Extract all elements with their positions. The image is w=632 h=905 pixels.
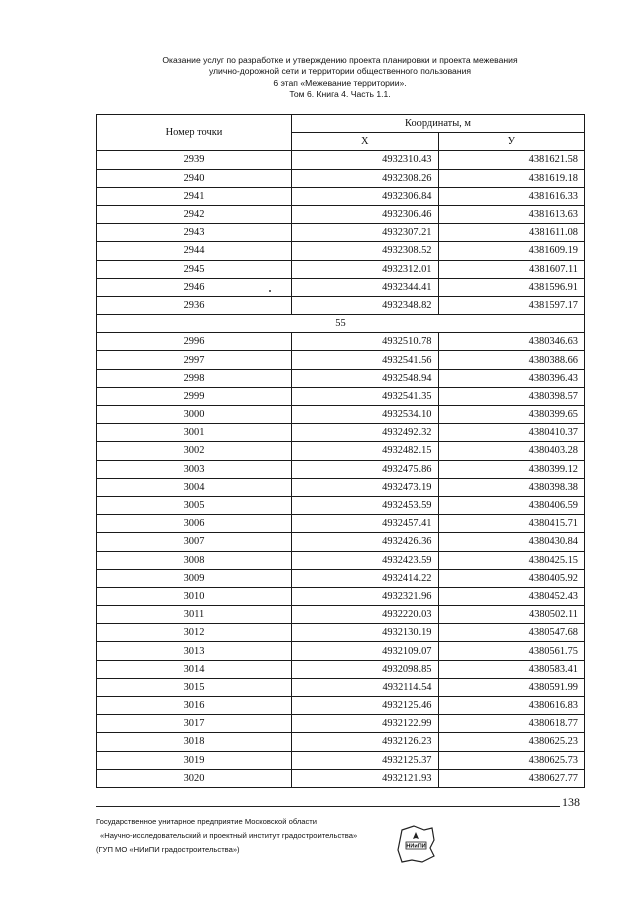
- x-coordinate-cell: 4932510.78: [292, 333, 439, 351]
- point-number-cell: 3006: [97, 515, 292, 533]
- x-coordinate-cell: 4932344.41: [292, 278, 439, 296]
- y-coordinate-cell: 4380399.12: [438, 460, 585, 478]
- point-number-cell: 3016: [97, 697, 292, 715]
- y-coordinate-cell: 4380430.84: [438, 533, 585, 551]
- point-number-cell: 3014: [97, 660, 292, 678]
- point-number-cell: 2945: [97, 260, 292, 278]
- x-coordinate-cell: 4932348.82: [292, 296, 439, 314]
- y-coordinate-cell: 4381597.17: [438, 296, 585, 314]
- table-row: [97, 278, 585, 296]
- table-row: [97, 751, 585, 769]
- y-coordinate-cell: 4381621.58: [438, 151, 585, 169]
- table-row: [97, 715, 585, 733]
- y-coordinate-cell: 4380388.66: [438, 351, 585, 369]
- table-row: [97, 187, 585, 205]
- x-coordinate-cell: 4932121.93: [292, 769, 439, 787]
- table-body-group-2: [97, 333, 585, 788]
- table-row: [97, 387, 585, 405]
- x-coordinate-cell: 4932423.59: [292, 551, 439, 569]
- scan-speck: [269, 290, 271, 292]
- table-row: [97, 151, 585, 169]
- table-row: [97, 678, 585, 696]
- y-coordinate-cell: 4381611.08: [438, 224, 585, 242]
- column-header-point-number: Номер точки: [97, 115, 292, 151]
- table-row: [97, 587, 585, 605]
- footer-line-3: (ГУП МО «НИиПИ градостроительства»): [96, 845, 240, 854]
- table-row: [97, 697, 585, 715]
- y-coordinate-cell: 4381607.11: [438, 260, 585, 278]
- y-coordinate-cell: 4380346.63: [438, 333, 585, 351]
- x-coordinate-cell: 4932453.59: [292, 496, 439, 514]
- table-row: [97, 551, 585, 569]
- header-line-2: улично-дорожной сети и территории общественного пользования: [208, 66, 472, 77]
- table-row: [97, 733, 585, 751]
- y-coordinate-cell: 4380625.23: [438, 733, 585, 751]
- point-number-cell: 3009: [97, 569, 292, 587]
- point-number-cell: 2943: [97, 224, 292, 242]
- y-coordinate-cell: 4380398.57: [438, 387, 585, 405]
- point-number-cell: 2946: [97, 278, 292, 296]
- x-coordinate-cell: 4932114.54: [292, 678, 439, 696]
- document-header: [80, 55, 600, 101]
- y-coordinate-cell: 4380405.92: [438, 569, 585, 587]
- section-row-group: [97, 315, 585, 333]
- table-row: [97, 424, 585, 442]
- table-row: [97, 242, 585, 260]
- y-coordinate-cell: 4380398.38: [438, 478, 585, 496]
- y-coordinate-cell: 4381609.19: [438, 242, 585, 260]
- institute-logo-icon: [394, 822, 438, 866]
- point-number-cell: 3018: [97, 733, 292, 751]
- table-row: [97, 169, 585, 187]
- point-number-cell: 2996: [97, 333, 292, 351]
- table-row: [97, 496, 585, 514]
- point-number-cell: 3008: [97, 551, 292, 569]
- x-coordinate-cell: 4932310.43: [292, 151, 439, 169]
- x-coordinate-cell: 4932548.94: [292, 369, 439, 387]
- point-number-cell: 2997: [97, 351, 292, 369]
- point-number-cell: 3020: [97, 769, 292, 787]
- y-coordinate-cell: 4380452.43: [438, 587, 585, 605]
- point-number-cell: 2936: [97, 296, 292, 314]
- x-coordinate-cell: 4932308.52: [292, 242, 439, 260]
- table-row: [97, 224, 585, 242]
- section-row: [97, 315, 585, 333]
- y-coordinate-cell: 4381613.63: [438, 205, 585, 223]
- y-coordinate-cell: 4380415.71: [438, 515, 585, 533]
- x-coordinate-cell: 4932306.46: [292, 205, 439, 223]
- y-coordinate-cell: 4380618.77: [438, 715, 585, 733]
- y-coordinate-cell: 4380399.65: [438, 406, 585, 424]
- x-coordinate-cell: 4932126.23: [292, 733, 439, 751]
- table-row: [97, 624, 585, 642]
- x-coordinate-cell: 4932122.99: [292, 715, 439, 733]
- y-coordinate-cell: 4380627.77: [438, 769, 585, 787]
- document-footer: [96, 815, 357, 857]
- point-number-cell: 2939: [97, 151, 292, 169]
- x-coordinate-cell: 4932308.26: [292, 169, 439, 187]
- x-coordinate-cell: 4932098.85: [292, 660, 439, 678]
- point-number-cell: 2944: [97, 242, 292, 260]
- point-number-cell: 2940: [97, 169, 292, 187]
- logo-text: НИиПИ: [406, 843, 426, 850]
- point-number-cell: 3003: [97, 460, 292, 478]
- table-row: [97, 205, 585, 223]
- y-coordinate-cell: 4380547.68: [438, 624, 585, 642]
- x-coordinate-cell: 4932534.10: [292, 406, 439, 424]
- y-coordinate-cell: 4380502.11: [438, 606, 585, 624]
- point-number-cell: 3015: [97, 678, 292, 696]
- table-row: [97, 333, 585, 351]
- point-number-cell: 3017: [97, 715, 292, 733]
- y-coordinate-cell: 4380410.37: [438, 424, 585, 442]
- y-coordinate-cell: 4381616.33: [438, 187, 585, 205]
- y-coordinate-cell: 4380406.59: [438, 496, 585, 514]
- table-row: [97, 351, 585, 369]
- x-coordinate-cell: 4932541.56: [292, 351, 439, 369]
- x-coordinate-cell: 4932130.19: [292, 624, 439, 642]
- page-number: 138: [562, 795, 580, 809]
- point-number-cell: 3002: [97, 442, 292, 460]
- x-coordinate-cell: 4932125.46: [292, 697, 439, 715]
- point-number-cell: 3010: [97, 587, 292, 605]
- x-coordinate-cell: 4932312.01: [292, 260, 439, 278]
- header-line-4: Том 6. Книга 4. Часть 1.1.: [289, 89, 391, 100]
- column-header-coordinates: Координаты, м: [292, 115, 585, 133]
- table-row: [97, 606, 585, 624]
- y-coordinate-cell: 4380425.15: [438, 551, 585, 569]
- y-coordinate-cell: 4380616.83: [438, 697, 585, 715]
- x-coordinate-cell: 4932109.07: [292, 642, 439, 660]
- table-row: [97, 442, 585, 460]
- x-coordinate-cell: 4932321.96: [292, 587, 439, 605]
- x-coordinate-cell: 4932541.35: [292, 387, 439, 405]
- x-coordinate-cell: 4932220.03: [292, 606, 439, 624]
- point-number-cell: 2999: [97, 387, 292, 405]
- x-coordinate-cell: 4932457.41: [292, 515, 439, 533]
- point-number-cell: 3001: [97, 424, 292, 442]
- y-coordinate-cell: 4381619.18: [438, 169, 585, 187]
- y-coordinate-cell: 4380561.75: [438, 642, 585, 660]
- table-body-group-1: [97, 151, 585, 315]
- point-number-cell: 3011: [97, 606, 292, 624]
- section-label: 55: [97, 315, 585, 333]
- y-coordinate-cell: 4381596.91: [438, 278, 585, 296]
- table-row: [97, 515, 585, 533]
- table-row: [97, 569, 585, 587]
- table-row: [97, 533, 585, 551]
- table-row: [97, 460, 585, 478]
- point-number-cell: 3005: [97, 496, 292, 514]
- x-coordinate-cell: 4932473.19: [292, 478, 439, 496]
- table-row: [97, 296, 585, 314]
- x-coordinate-cell: 4932426.36: [292, 533, 439, 551]
- column-header-x: X: [292, 133, 439, 151]
- y-coordinate-cell: 4380583.41: [438, 660, 585, 678]
- coordinates-table: [96, 114, 585, 788]
- point-number-cell: 3004: [97, 478, 292, 496]
- y-coordinate-cell: 4380396.43: [438, 369, 585, 387]
- x-coordinate-cell: 4932475.86: [292, 460, 439, 478]
- x-coordinate-cell: 4932414.22: [292, 569, 439, 587]
- table-row: [97, 369, 585, 387]
- x-coordinate-cell: 4932492.32: [292, 424, 439, 442]
- table-row: [97, 478, 585, 496]
- table-row: [97, 642, 585, 660]
- footer-divider: [96, 806, 560, 807]
- point-number-cell: 2941: [97, 187, 292, 205]
- point-number-cell: 3019: [97, 751, 292, 769]
- point-number-cell: 3000: [97, 406, 292, 424]
- y-coordinate-cell: 4380591.99: [438, 678, 585, 696]
- header-line-1: Оказание услуг по разработке и утверждению проекта планировки и проекта межевания: [162, 55, 518, 65]
- x-coordinate-cell: 4932307.21: [292, 224, 439, 242]
- y-coordinate-cell: 4380625.73: [438, 751, 585, 769]
- point-number-cell: 3012: [97, 624, 292, 642]
- column-header-y: У: [438, 133, 585, 151]
- table-row: [97, 260, 585, 278]
- footer-line-2: «Научно-исследовательский и проектный институт градостроительства»: [100, 831, 358, 840]
- x-coordinate-cell: 4932306.84: [292, 187, 439, 205]
- table-row: [97, 406, 585, 424]
- point-number-cell: 3013: [97, 642, 292, 660]
- table-row: [97, 769, 585, 787]
- point-number-cell: 2998: [97, 369, 292, 387]
- x-coordinate-cell: 4932125.37: [292, 751, 439, 769]
- x-coordinate-cell: 4932482.15: [292, 442, 439, 460]
- header-line-3: 6 этап «Межевание территории».: [273, 77, 407, 88]
- point-number-cell: 3007: [97, 533, 292, 551]
- footer-line-1: Государственное унитарное предприятие Московской области: [96, 817, 318, 826]
- point-number-cell: 2942: [97, 205, 292, 223]
- table-row: [97, 660, 585, 678]
- y-coordinate-cell: 4380403.28: [438, 442, 585, 460]
